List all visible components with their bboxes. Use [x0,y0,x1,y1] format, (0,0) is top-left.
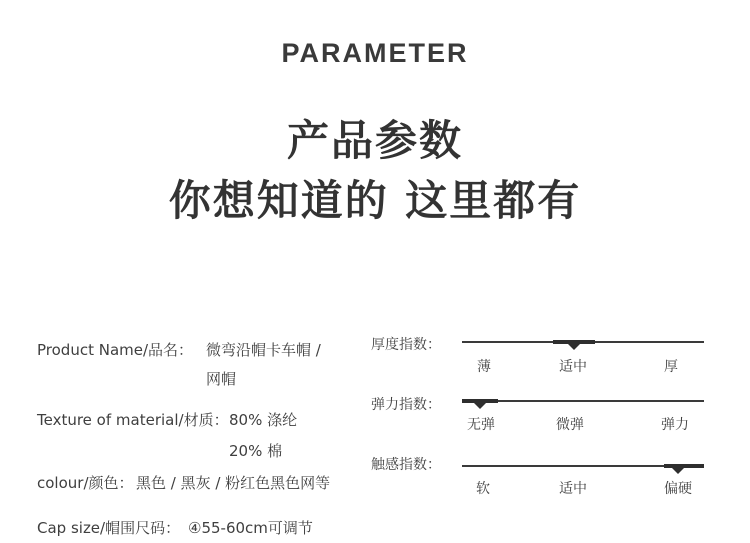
elasticity-scale-label: 弹力指数： [371,397,441,413]
touch-scale-label: 触感指数： [371,457,441,473]
thickness-tick-thin: 薄 [477,359,491,375]
product-name-value-1: 微弯沿帽卡车帽 / [206,341,321,359]
elasticity-tick-slight: 微弹 [556,417,584,433]
material-label: Texture of material/材质： [37,411,229,429]
touch-tick-medium: 适中 [559,481,587,497]
cap-size-value: ④55-60cm可调节 [188,519,313,537]
elasticity-scale-track [462,400,704,402]
product-name-label: Product Name/品名： [37,341,194,359]
thickness-tick-medium: 适中 [559,359,587,375]
touch-tick-soft: 软 [476,481,490,497]
cap-size-label: Cap size/帽围尺码： [37,519,181,537]
colour-label: colour/颜色： [37,474,134,492]
parameter-eyebrow: PARAMETER [281,38,469,68]
elasticity-tick-elastic: 弹力 [661,417,689,433]
material-value-2: 20% 棉 [229,442,283,460]
elasticity-tick-none: 无弹 [467,417,495,433]
thickness-tick-thick: 厚 [664,359,678,375]
product-name-value-2: 网帽 [206,370,237,388]
page-title-line-2: 你想知道的 这里都有 [168,176,582,225]
page-title-line-1: 产品参数 [286,116,463,165]
thickness-scale-marker [567,343,581,350]
elasticity-scale-marker [473,402,487,409]
touch-tick-firm: 偏硬 [664,481,692,497]
colour-value: 黑色 / 黑灰 / 粉红色黑色网等 [136,474,331,492]
thickness-scale-label: 厚度指数： [371,337,441,353]
touch-scale-marker [671,467,685,474]
material-value-1: 80% 涤纶 [229,411,298,429]
